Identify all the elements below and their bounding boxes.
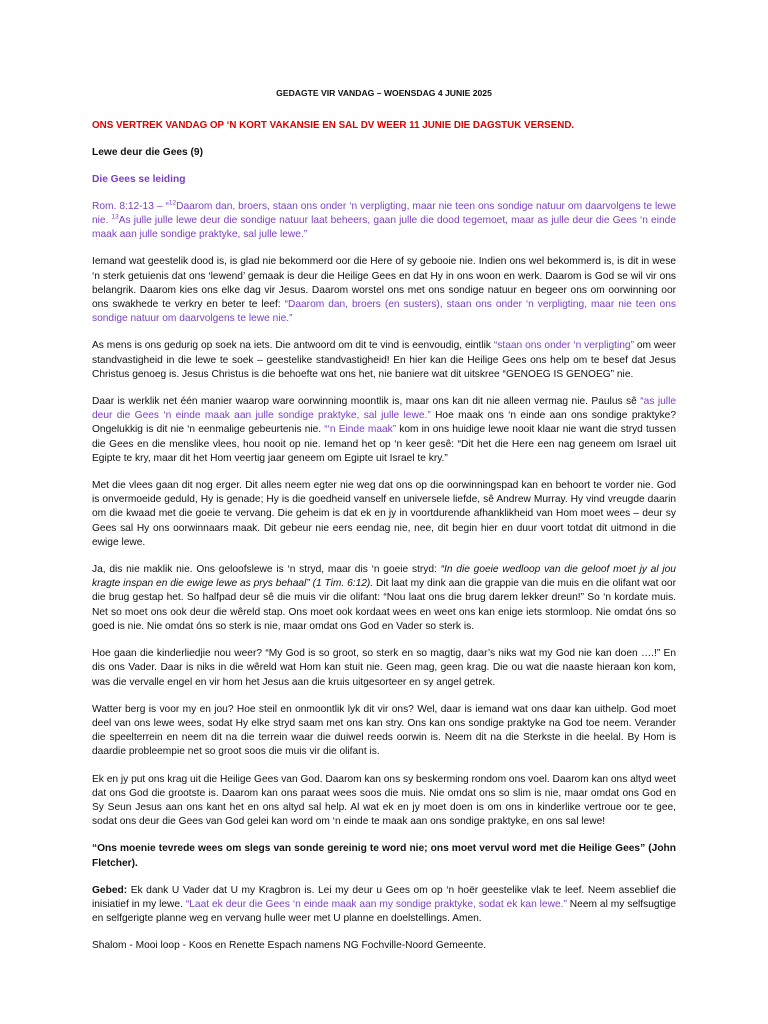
prayer-quote: “Laat ek deur die Gees ‘n einde maak aan my sondige praktyke, sodat ek kan lewe.” [185,898,567,910]
prayer-label: Gebed: [92,884,128,896]
paragraph-3-text-a: Daar is werklik net één manier waarop ware oorwinning moontlik is, maar ons kan dit nie alleen vermag nie. Paulus sê [92,396,641,408]
paragraph-2 [92,339,676,382]
paragraph-5 [92,563,676,634]
paragraph-5-text-b: Dit laat my dink aan die grappie van die muis en die olifant wat oor die brug gestap het. So halfpad deur sê die muis vir die olifant: “Nou laat ons die brug darem lekker dreun!” So ‘n kordate muis. Net so moet ons ook deur die wêreld stap. Ons moet ook kordaat wees en weet ons kan enige iets stormloop. Nie omdat óns so goed is nie. Nie omdat óns so sterk is nie, maar omdat ons God en Vader so sterk is. [92,578,676,632]
paragraph-4: Met die vlees gaan dit nog erger. Dit alles neem egter nie weg dat ons op die oorwinningspad kan en behoort te vorder nie. God is onvermoeide geduld, Hy is genade; Hy is die goedheid vanself en universele liefde, sê Andrew Murray. Hy vind vreugde daarin om die kwaad met die goeie te vervang. Die geheim is dat ek en jy in voortdurende afhanklikheid van Hom moet wees – deur sy Gees sal Hy ons oorwinnaars maak. Dit gebeur nie eers eendag nie, nee, dit begin hier en duur voort totdat dit uitmond in die ewige lewe. [92,480,676,548]
section-subheading: Die Gees se leiding [92,173,186,185]
verse-number-12: 12 [168,199,177,207]
verse-number-13: 13 [111,213,119,221]
prayer-text-b: Neem al my selfsugtige en selfgerigte planne weg en vervang hulle weer met U planne en doelstellings. Amen. [92,898,676,925]
paragraph-7: Watter berg is voor my en jou? Hoe steil en onmoontlik lyk dit vir ons? Wel, daar is iemand wat ons daar kan uithelp. God moet deel van ons lewe wees, sodat Hy elke stryd saam met ons kan stry. Ons kan ons sondige praktyke na God toe neem. Verander die speelterrein en neem dit na die terrein waar die duiwel reeds oorwin is. Neem dit na die Sterkste in die heelal. By Hom is daardie probleempie net so groot soos die muis vir die olifant is. [92,703,676,758]
paragraph-3-text-b: Hoe maak ons ‘n einde aan ons sondige praktyke? Ongelukkig is dit nie ‘n eenmalige gebeurtenis nie. [92,410,676,436]
signature: Shalom - Mooi loop - Koos en Renette Espach namens NG Fochville-Noord Gemeente. [92,940,487,952]
paragraph-2-text-a: As mens is ons gedurig op soek na iets. Die antwoord om dit te vind is eenvoudig, eintlik [92,340,494,352]
devotional-document [92,86,676,967]
closing-quote: “Ons moenie tevrede wees om slegs van sonde gereinig te word nie; ons moet vervul word met die Heilige Gees” (John Fletcher). [92,843,676,869]
verse-text-12: Daarom dan, broers, staan ons onder ‘n verpligting, maar nie teen ons sondige natuur om daarvolgens te lewe nie. [92,200,676,227]
paragraph-8: Ek en jy put ons krag uit die Heilige Gees van God. Daarom kan ons sy beskerming rondom ons voel. Daarom kan ons altyd weet dat ons God die grootste is. Daarom kan ons paraat wees soos die muis. Nie omdat ons so slim is nie, maar omdat ons God en Sy Seun Jesus aan ons kant het en ons altyd sal help. Al wat ek en jy moet doen is om ons in kinderlike vertroue oor te gee, sodat ons deur die Gees van God gelei kan word om ‘n einde te maak aan ons sondige praktyke, en ons sal lewe! [92,773,676,828]
scripture-reference: Rom. 8:12-13 – “ [92,200,169,212]
paragraph-3-quote-1: “as julle deur die Gees ‘n einde maak aan julle sondige praktyke, sal julle lewe.” [92,396,676,422]
paragraph-3-text-c: kom in ons huidige lewe nooit klaar nie want die stryd tussen die Gees en die menslike vlees, hou nooit op nie. Iemand het op ‘n keer gesê: “Dit het die Here een nag geneem om Israel uit Egipte te kry, maar dit het Hom veertig jaar geneem om Egipte uit Israel te kry.” [92,424,676,464]
prayer [92,884,676,927]
paragraph-2-quote: “staan ons onder ‘n verpligting” [493,340,634,352]
paragraph-3-quote-2: “‘n Einde maak” [324,424,397,436]
document-header: GEDAGTE VIR VANDAG – WOENSDAG 4 JUNIE 2025 [276,88,492,98]
paragraph-6: Hoe gaan die kinderliedjie nou weer? “My God is so groot, so sterk en so magtig, daar’s niks wat my God nie kan doen ….!” En dis ons Vader. Daar is niks in die wêreld wat Hom kan stuit nie. Geen mag, geen krag. Die ou wat die naaste hieraan kon kom, was die vervalle engel en vir hom het Jesus aan die kruis uitgesorteer en sy angel getrek. [92,648,676,688]
paragraph-3 [92,395,676,466]
series-heading: Lewe deur die Gees (9) [92,147,203,159]
paragraph-5-text-a: Ja, dis nie maklik nie. Ons geloofslewe is ‘n stryd, maar dis ‘n goeie stryd: [92,564,441,576]
paragraph-1-text: Iemand wat geestelik dood is, is glad nie bekommerd oor die Here of sy gebooie nie. Indien ons wel bekommerd is, is dit in wese ‘n sterk getuienis dat ons ‘lewend’ gemaak is deur die Heilige Gees en dat Hy in ons woon en werk. Daarom is God se wil vir ons belangrik. Daarom kies ons elke dag vir Jesus. Daarom worstel ons met ons sondige natuur en begeer ons om oorwinning oor ons swakhede te verkry en beter te leef: [92,256,676,311]
scripture-passage [92,200,676,243]
prayer-text-a: Ek dank U Vader dat U my Kragbron is. Lei my deur u Gees om op ‘n hoër geestelike vlak te leef. Neem asseblief die inisiatief in my lewe. [92,884,676,910]
verse-text-13: As julle julle lewe deur die sondige natuur laat beheers, gaan julle die dood tegemoet, maar as julle deur die Gees ‘n einde maak aan julle sondige praktyke, sal julle lewe.” [92,215,676,241]
paragraph-1-quote: “Daarom dan, broers (en susters), staan ons onder ‘n verpligting, maar nie teen ons sondige natuur om daarvolgens te lewe nie.” [92,299,676,325]
paragraph-5-quote: “In die goeie wedloop van die geloof moet jy al jou kragte inspan en die ewige lewe as prys behaal” (1 Tim. 6:12). [92,564,676,590]
paragraph-1 [92,255,676,326]
paragraph-2-text-b: om weer standvastigheid in die lewe te soek – geestelike standvastigheid! En hier kan die Heilige Gees ons help om te besef dat Jesus Christus genoeg is. Jesus Christus is die behoefte wat ons het, nie baniere wat dit uitskree “GENOEG IS GENOEG” nie. [92,340,676,380]
vacation-notice: ONS VERTREK VANDAG OP ‘N KORT VAKANSIE EN SAL DV WEER 11 JUNIE DIE DAGSTUK VERSEND. [92,120,575,132]
